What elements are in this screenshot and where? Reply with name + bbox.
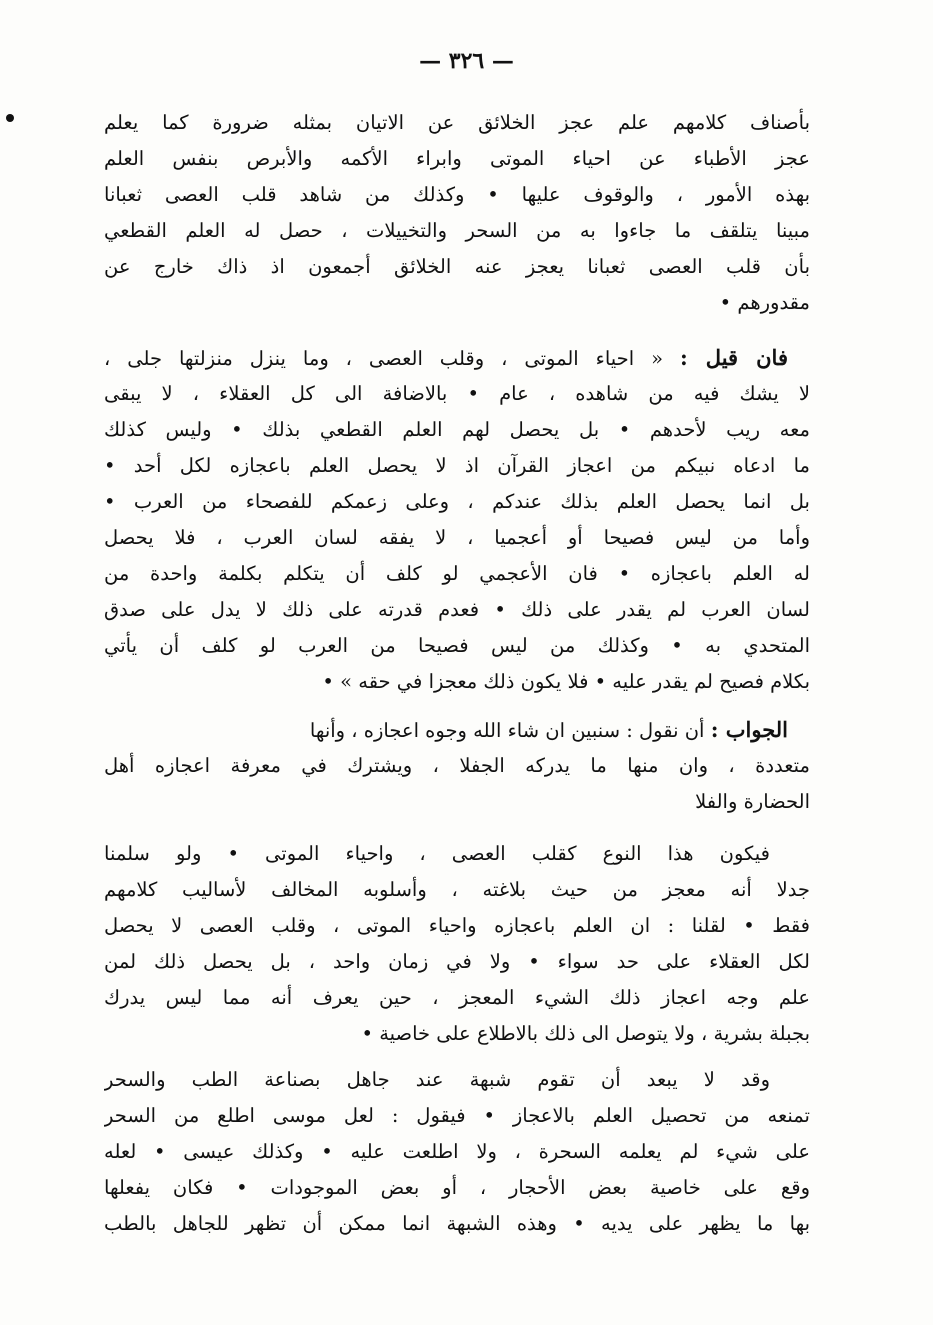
text-line: وقع على خاصية بعض الأحجار ، أو بعض الموجودات • فكان يفعلها	[104, 1176, 810, 1199]
paragraph-lead: فان قيل :	[679, 345, 788, 370]
page-number: — ٣٢٦ —	[419, 48, 514, 74]
text-line: لا يشك فيه من شاهده ، عام • بالاضافة الى كل العقلاء ، لا يبقى	[104, 382, 810, 405]
paragraph-lead: الجواب :	[710, 717, 788, 742]
text-line: معه ريب لأحدهم • بل يحصل لهم العلم القطعي بذلك • وليس كذلك	[104, 418, 810, 441]
text-line: فقط • لقلنا : ان العلم باعجازه واحياء الموتى ، وقلب العصى لا يحصل	[104, 914, 810, 937]
text-line: متعددة ، وان منها ما يدركه الجفلا ، ويشترك في معرفة اعجازه أهل	[104, 754, 810, 777]
paragraph-3	[104, 712, 810, 820]
text-line: بجبلة بشرية ، ولا يتوصل الى ذلك بالاطلاع على خاصية •	[361, 1022, 810, 1045]
text-line: جدلا أنه معجز من حيث بلاغته ، وأسلوبه المخالف لأساليب كلامهم	[104, 878, 810, 901]
paragraph-2	[104, 340, 810, 700]
margin-dot	[6, 114, 14, 122]
text-span: أن نقول : سنبين ان شاء الله وجوه اعجازه ، وأنها	[309, 719, 705, 742]
text-span: « احياء الموتى ، وقلب العصى ، وما ينزل منزلتها جلى ،	[104, 347, 664, 370]
text-line	[104, 712, 810, 748]
text-line: على شيء لم يعلمه السحرة ، ولا اطلعت عليه • وكذلك عيسى • لعله	[104, 1140, 810, 1163]
text-line: عجز الأطباء عن احياء الموتى وابراء الأكمه والأبرص بنفس العلم	[104, 147, 810, 170]
text-line: بها ما يظهر على يديه • وهذه الشبهة انما ممكن أن تظهر للجاهل بالطب	[104, 1212, 810, 1235]
text-line: مقدورهم •	[719, 291, 810, 314]
text-line: له العلم باعجازه • فان الأعجمي لو كلف أن يتكلم بكلمة واحدة من	[104, 562, 810, 585]
paragraph-5	[104, 1062, 810, 1242]
text-line: بكلام فصيح لم يقدر عليه • فلا يكون ذلك معجزا في حقه » •	[322, 670, 810, 693]
text-line: تمنعه من تحصيل العلم بالاعجاز • فيقول : لعل موسى اطلع من السحر	[104, 1104, 810, 1127]
text-line: بل انما يحصل العلم بذلك عندكم ، وعلى زعمكم للفصحاء من العرب •	[104, 490, 810, 513]
text-line: فيكون هذا النوع كقلب العصى ، واحياء الموتى • ولو سلمنا	[104, 842, 770, 865]
text-line: بهذه الأمور ، والوقوف عليها • وكذلك من شاهد قلب العصى ثعبانا	[104, 183, 810, 206]
paragraph-1	[104, 105, 810, 321]
text-line: بأصناف كلامهم علم عجز الخلائق عن الاتيان بمثله ضرورة كما يعلم	[104, 111, 810, 134]
text-line: بأن قلب العصى ثعبانا يعجز عنه الخلائق أجمعون اذ ذاك خارج عن	[104, 255, 810, 278]
text-line: مبينا يتلقف ما جاءوا به من السحر والتخييلات ، حصل له العلم القطعي	[104, 219, 810, 242]
text-line: وقد لا يبعد أن تقوم شبهة عند جاهل بصناعة الطب والسحر	[104, 1068, 770, 1091]
text-line: لسان العرب لم يقدر على ذلك • فعدم قدرته على ذلك لا يدل على صدق	[104, 598, 810, 621]
text-line: الحضارة والفلا	[695, 790, 810, 813]
paragraph-4	[104, 836, 810, 1052]
text-line	[104, 340, 810, 376]
text-line: المتحدي به • وكذلك من ليس فصيحا من العرب لو كلف أن يأتي	[104, 634, 810, 657]
text-line: لكل العقلاء على حد سواء • ولا في زمان واحد ، بل يحصل ذلك لمن	[104, 950, 810, 973]
text-line: علم وجه اعجاز ذلك الشيء المعجز ، حين يعرف أنه مما ليس يدرك	[104, 986, 810, 1009]
text-line: وأما من ليس فصيحا أو أعجميا ، لا يفقه لسان العرب ، فلا يحصل	[104, 526, 810, 549]
text-line: ما ادعاه نبيكم من اعجاز القرآن اذ لا يحصل العلم باعجازه لكل أحد •	[104, 454, 810, 477]
